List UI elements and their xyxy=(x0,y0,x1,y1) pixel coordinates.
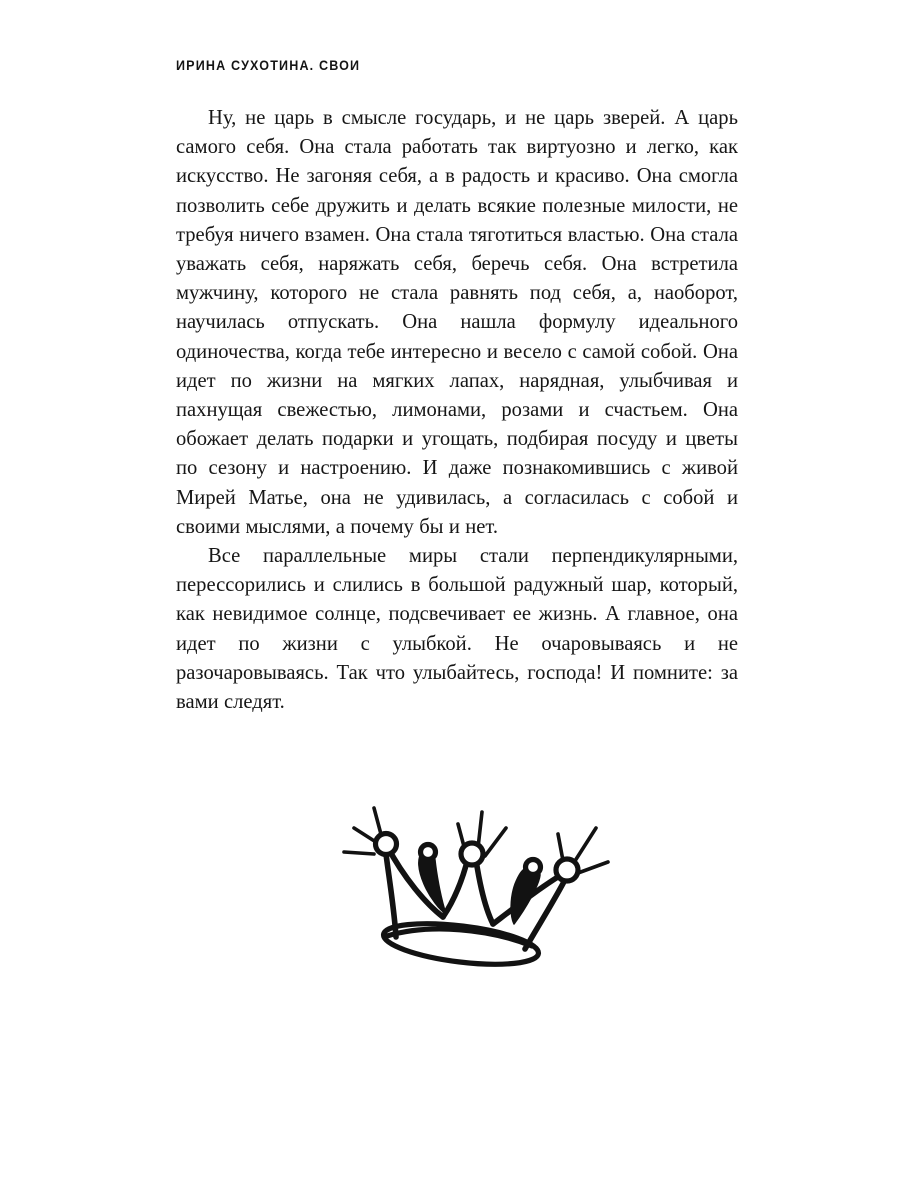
running-header: ИРИНА СУХОТИНА. СВОИ xyxy=(176,58,361,73)
body-paragraph: Все параллельные миры стали перпендикулярными, перессорились и слились в большой радужный шар, который, как невидимое солнце, подсвечивает ее жизнь. А главное, она идет по жизни с улыбкой. Не очаровываясь и не разочаровываясь. Так что улыбайтесь, господа! И помните: за вами следят. xyxy=(176,545,738,714)
crown-base-band xyxy=(381,917,540,972)
body-text-column xyxy=(176,104,738,717)
body-paragraph: Ну, не царь в смысле государь, и не царь зверей. А царь самого себя. Она стала работать так виртуозно и легко, как искусство. Не загоняя себя, а в радость и красиво. Она смогла позволить себе дружить и делать всякие полезные милости, не требуя ничего взамен. Она стала тяготиться властью. Она стала уважать себя, наряжать себя, беречь себя. Она встретила мужчину, которого не стала равнять под себя, а, наоборот, научилась отпускать. Она нашла формулу идеального одиночества, когда тебе интересно и весело с самой собой. Она идет по жизни на мягких лапах, нарядная, улыбчивая и пахнущая свежестью, лимонами, розами и счастьем. Она обожает делать подарки и угощать, подбирая посуду и цветы по сезону и настроению. И даже познакомившись с живой Мирей Матье, она не удивилась, а согласилась с собой и своими мыслями, а почему бы и нет. xyxy=(176,107,738,538)
crown-icon xyxy=(330,786,620,972)
